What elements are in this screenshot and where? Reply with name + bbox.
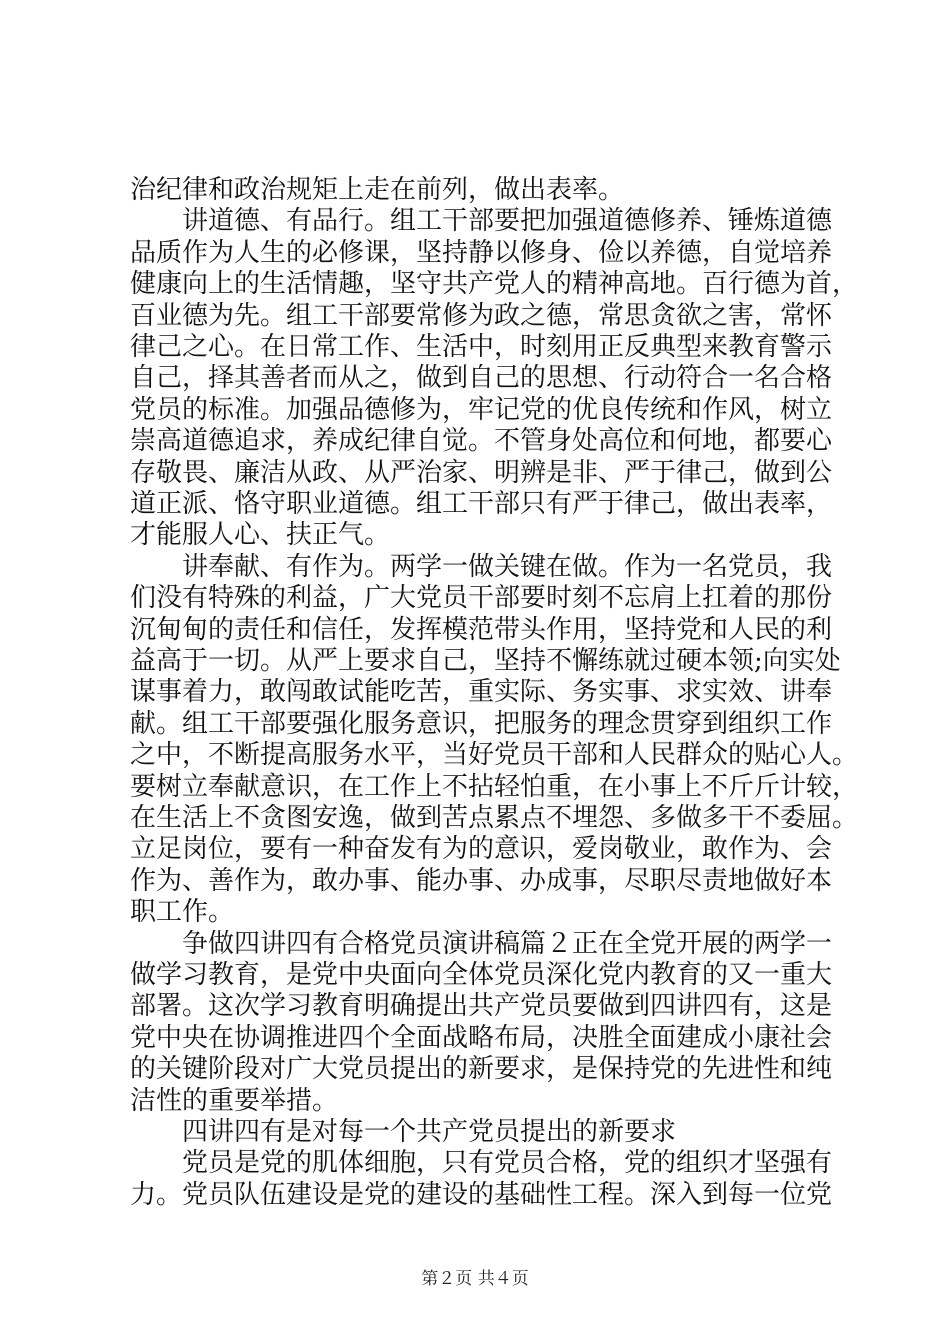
text-line: 立足岗位，要有一种奋发有为的意识，爱岗敬业，敢作为、会	[130, 834, 833, 865]
text-line: 洁性的重要举措。	[130, 1085, 339, 1116]
text-line: 治纪律和政治规矩上走在前列，做出表率。	[130, 175, 625, 205]
text-line: 们没有特殊的利益，广大党员干部要时刻不忘肩上扛着的那份	[130, 583, 833, 614]
text-line: 的关键阶段对广大党员提出的新要求，是保持党的先进性和纯	[130, 1054, 833, 1085]
text-line: 健康向上的生活情趣，坚守共产党人的精神高地。百行德为首，	[130, 269, 859, 300]
section-heading-line: 四讲四有是对每一个共产党员提出的新要求	[182, 1117, 677, 1147]
text-line: 自己，择其善者而从之，做到自己的思想、行动符合一名合格	[130, 363, 833, 394]
text-line: 力。党员队伍建设是党的建设的基础性工程。深入到每一位党	[130, 1179, 833, 1210]
paragraph-first-line: 讲道德、有品行。组工干部要把加强道德修养、锤炼道德	[182, 206, 833, 237]
text-line: 崇高道德追求，养成纪律自觉。不管身处高位和何地，都要心	[130, 426, 833, 457]
text-line: 道正派、恪守职业道德。组工干部只有严于律己，做出表率，	[130, 489, 833, 519]
text-line: 要树立奉献意识，在工作上不拈轻怕重，在小事上不斤斤计较，	[130, 771, 859, 802]
text-line: 职工作。	[130, 897, 235, 928]
text-line: 部署。这次学习教育明确提出共产党员要做到四讲四有，这是	[130, 991, 833, 1022]
text-line: 党员的标准。加强品德修为，牢记党的优良传统和作风，树立	[130, 394, 833, 425]
text-line: 做学习教育，是党中央面向全体党员深化党内教育的又一重大	[130, 960, 833, 990]
text-line: 谋事着力，敢闯敢试能吃苦，重实际、务实事、求实效、讲奉	[130, 677, 833, 708]
text-line: 才能服人心、扶正气。	[130, 520, 391, 551]
text-line: 律己之心。在日常工作、生活中，时刻用正反典型来教育警示	[130, 332, 833, 362]
paragraph-first-line: 争做四讲四有合格党员演讲稿篇２正在全党开展的两学一	[182, 928, 833, 959]
text-line: 益高于一切。从严上要求自己，坚持不懈练就过硬本领;向实处	[130, 646, 841, 676]
text-line: 之中，不断提高服务水平，当好党员干部和人民群众的贴心人。	[130, 740, 859, 771]
text-line: 作为、善作为，敢办事、能办事、办成事，尽职尽责地做好本	[130, 865, 833, 896]
text-line: 沉甸甸的责任和信任，发挥模范带头作用，坚持党和人民的利	[130, 614, 833, 645]
text-line: 百业德为先。组工干部要常修为政之德，常思贪欲之害，常怀	[130, 300, 833, 331]
text-line: 品质作为人生的必修课，坚持静以修身、俭以养德，自觉培养	[130, 237, 833, 268]
text-line: 党中央在协调推进四个全面战略布局，决胜全面建成小康社会	[130, 1022, 833, 1053]
paragraph-first-line: 党员是党的肌体细胞，只有党员合格，党的组织才坚强有	[182, 1148, 833, 1179]
text-line: 献。组工干部要强化服务意识，把服务的理念贯穿到组织工作	[130, 708, 833, 739]
paragraph-first-line: 讲奉献、有作为。两学一做关键在做。作为一名党员，我	[182, 551, 833, 582]
page-number-footer: 第２页 共４页	[421, 1269, 529, 1289]
text-line: 存敬畏、廉洁从政、从严治家、明辨是非、严于律己，做到公	[130, 457, 833, 488]
text-line: 在生活上不贪图安逸，做到苦点累点不埋怨、多做多干不委屈。	[130, 803, 859, 833]
